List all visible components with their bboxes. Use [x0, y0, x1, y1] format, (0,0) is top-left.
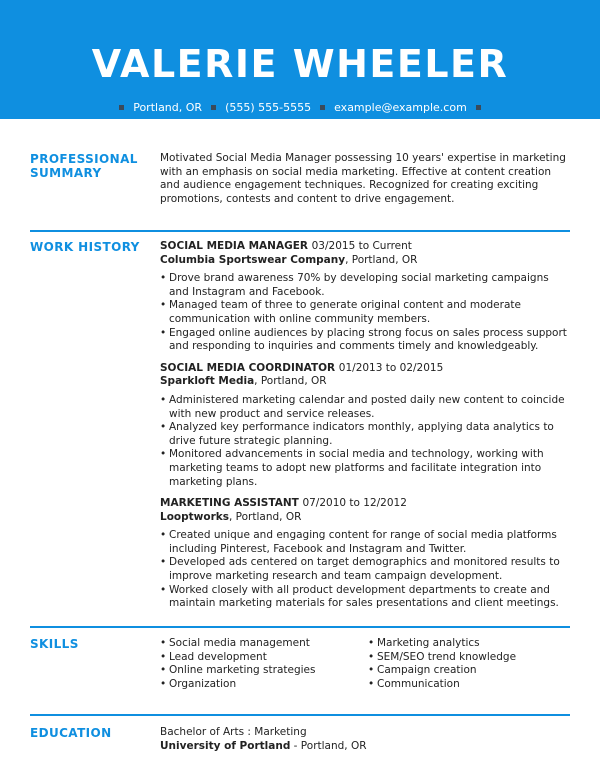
skill-item: • Communication [368, 678, 568, 692]
bullet-icon [476, 105, 481, 110]
section-title-summary [30, 152, 138, 180]
company-name: Sparkloft Media [160, 375, 255, 388]
job-bullet: • Created unique and engaging content for range of social media platforms including Pinterest, Facebook and Instagram and Twitter. [160, 529, 570, 556]
job-bullets [160, 272, 570, 354]
bullet-icon [320, 105, 325, 110]
school-line [160, 740, 570, 754]
phone-text: (555) 555-5555 [225, 101, 312, 114]
job-bullet: • Administered marketing calendar and posted daily new content to coincide with new product and service releases. [160, 394, 570, 421]
job-title: MARKETING ASSISTANT [160, 497, 299, 510]
skill-item: • Lead development [160, 651, 360, 665]
email-text: example@example.com [334, 101, 467, 114]
skills-column-right [368, 637, 568, 691]
job-bullet: • Managed team of three to generate original content and moderate communication with online community members. [160, 299, 570, 326]
job-title-line [160, 240, 570, 254]
school-location: - Portland, OR [290, 739, 367, 752]
job-bullet: • Engaged online audiences by placing strong focus on sales process support and responding to inquiries and comments timely and knowledgeably. [160, 327, 570, 354]
summary-text: Motivated Social Media Manager possessing 10 years' expertise in marketing with an emphasis on social media marketing. Effective at content creation and audience engagement techniques. Recognized for creating exciting promotions, contests and content to drive engagement. [160, 152, 566, 205]
school-name: University of Portland [160, 739, 291, 752]
job-bullet: • Analyzed key performance indicators monthly, applying data analytics to drive future strategic planning. [160, 421, 570, 448]
company-line [160, 375, 570, 389]
company-name: Looptworks [160, 510, 229, 523]
company-location: , Portland, OR [254, 375, 327, 388]
location-text: Portland, OR [133, 101, 203, 114]
skill-item: • SEM/SEO trend knowledge [368, 651, 568, 665]
job-entry [160, 497, 570, 611]
degree: Bachelor of Arts : Marketing [160, 726, 307, 738]
job-title-line [160, 497, 570, 511]
company-location: , Portland, OR [228, 510, 302, 523]
education-entry [160, 726, 570, 753]
job-bullets [160, 529, 570, 611]
job-dates: 07/2010 to 12/2012 [302, 497, 407, 510]
job-title: SOCIAL MEDIA MANAGER [160, 240, 308, 252]
job-dates: 01/2013 to 02/2015 [338, 361, 444, 374]
section-title-line: PROFESSIONAL [30, 152, 138, 166]
section-title-skills: SKILLS [30, 637, 79, 651]
contact-line [0, 101, 600, 115]
section-divider [30, 626, 570, 628]
job-title-line [160, 362, 570, 376]
skill-item: • Organization [160, 678, 360, 692]
candidate-name: VALERIE WHEELER [91, 42, 509, 86]
section-title-education: EDUCATION [30, 726, 112, 740]
company-name: Columbia Sportswear Company [160, 253, 346, 266]
job-entry [160, 362, 570, 489]
company-line [160, 254, 570, 268]
section-title-line: SUMMARY [30, 166, 102, 180]
skill-item: • Online marketing strategies [160, 664, 360, 678]
job-bullets [160, 394, 570, 489]
job-title: SOCIAL MEDIA COORDINATOR [160, 361, 336, 374]
company-location: , Portland, OR [345, 253, 418, 266]
bullet-icon [211, 105, 216, 110]
skill-item: • Campaign creation [368, 664, 568, 678]
job-bullet: • Drove brand awareness 70% by developing social marketing campaigns and Instagram and Facebook. [160, 272, 570, 299]
job-bullet: • Developed ads centered on target demographics and monitored results to improve marketing research and team campaign development. [160, 556, 570, 583]
skill-item: • Social media management [160, 637, 360, 651]
section-divider [30, 714, 570, 716]
skills-column-left [160, 637, 360, 691]
work-history-list [160, 240, 570, 611]
section-title-work-history: WORK HISTORY [30, 240, 140, 254]
job-entry [160, 240, 570, 354]
job-bullet: • Worked closely with all product development departments to create and maintain marketing materials for sales presentations and client meetings. [160, 584, 570, 611]
section-divider [30, 230, 570, 232]
job-bullet: • Monitored advancements in social media and technology, working with marketing teams to adopt new platforms and facilitate integration into marketing plans. [160, 448, 570, 489]
resume-header [0, 0, 600, 119]
job-dates: 03/2015 to Current [311, 240, 412, 252]
skill-item: • Marketing analytics [368, 637, 568, 651]
company-line [160, 511, 570, 525]
bullet-icon [119, 105, 124, 110]
